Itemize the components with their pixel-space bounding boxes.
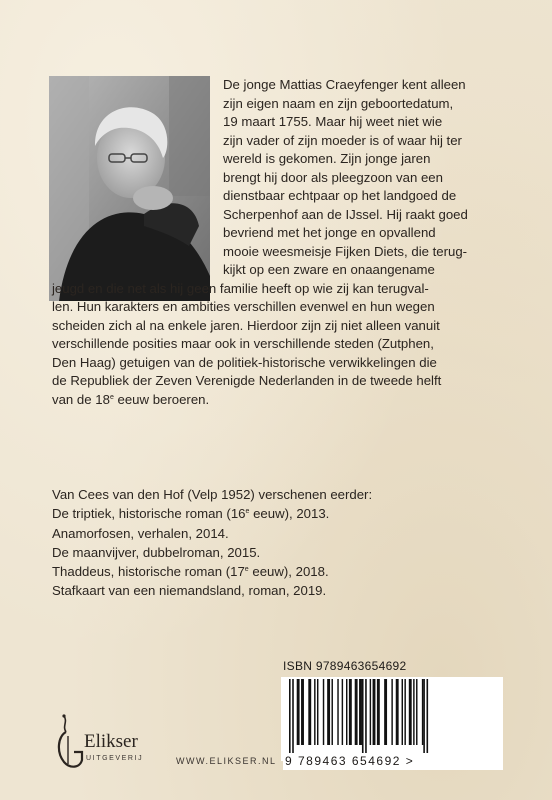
work-item: Anamorfosen, verhalen, 2014. bbox=[52, 525, 229, 541]
blurb-line: Den Haag) getuigen van de politiek-historische verwikkelingen die bbox=[52, 354, 437, 370]
previous-works bbox=[52, 485, 507, 601]
work-item: Stafkaart van een niemandsland, roman, 2019. bbox=[52, 583, 327, 599]
blurb-line: mooie weesmeisje Fijken Diets, die terug- bbox=[223, 243, 468, 259]
blurb-line: brengt hij door als pleegzoon van een bbox=[223, 169, 443, 185]
blurb-last-before: van de 18 bbox=[52, 391, 110, 407]
works-intro: Van Cees van den Hof (Velp 1952) verschenen eerder: bbox=[52, 487, 373, 502]
publisher-subtitle: UITGEVERIJ bbox=[86, 755, 144, 762]
publisher-website: WWW.ELIKSER.NL bbox=[176, 756, 277, 766]
work-item: De triptiek, historische roman (16e eeuw), 2013. bbox=[52, 506, 330, 522]
blurb-line: verschillende posities maar ook in verschillende steden (Zutphen, bbox=[52, 336, 434, 351]
work-item: Thaddeus, historische roman (17e eeuw), 2018. bbox=[52, 564, 329, 580]
blurb-line: wereld is gekomen. Zijn jonge jaren bbox=[223, 151, 431, 166]
blurb-line: 19 maart 1755. Maar hij weet niet wie bbox=[223, 114, 443, 129]
blurb-last-sup: e bbox=[109, 393, 114, 401]
blurb-line: zijn eigen naam en zijn geboortedatum, bbox=[223, 95, 454, 111]
blurb-line: De jonge Mattias Craeyfenger kent alleen bbox=[223, 77, 466, 92]
blurb-last-after: eeuw beroeren. bbox=[113, 391, 210, 407]
blurb-line: jeugd en die net als hij geen familie heeft op wie zij kan terugval- bbox=[52, 280, 429, 296]
blurb-line: kijkt op een zware en onaangename bbox=[223, 262, 435, 277]
publisher-name: Elikser bbox=[84, 731, 138, 752]
work-item: De maanvijver, dubbelroman, 2015. bbox=[52, 544, 261, 560]
book-blurb bbox=[52, 76, 507, 409]
blurb-line: dienstbaar echtpaar op het landgoed de bbox=[223, 188, 457, 203]
barcode-bars bbox=[281, 677, 503, 753]
isbn-label: ISBN 9789463654692 bbox=[283, 659, 407, 673]
blurb-line: de Republiek der Zeven Verenigde Nederlanden in de tweede helft bbox=[52, 373, 442, 388]
blurb-line: zijn vader of zijn moeder is of waar hij ter bbox=[223, 132, 462, 148]
blurb-line: len. Hun karakters en ambities verschillen evenwel en hun wegen bbox=[52, 299, 435, 314]
blurb-line: bevriend met het jonge en opvallend bbox=[223, 225, 436, 240]
barcode bbox=[281, 677, 503, 761]
blurb-line-last bbox=[52, 391, 507, 410]
barcode-digits: 9 789463 654692 > bbox=[283, 753, 503, 770]
blurb-line: Scherpenhof aan de IJssel. Hij raakt goed bbox=[223, 206, 468, 222]
blurb-line: scheiden zich al na enkele jaren. Hierdoor zijn zij niet alleen vanuit bbox=[52, 317, 440, 333]
